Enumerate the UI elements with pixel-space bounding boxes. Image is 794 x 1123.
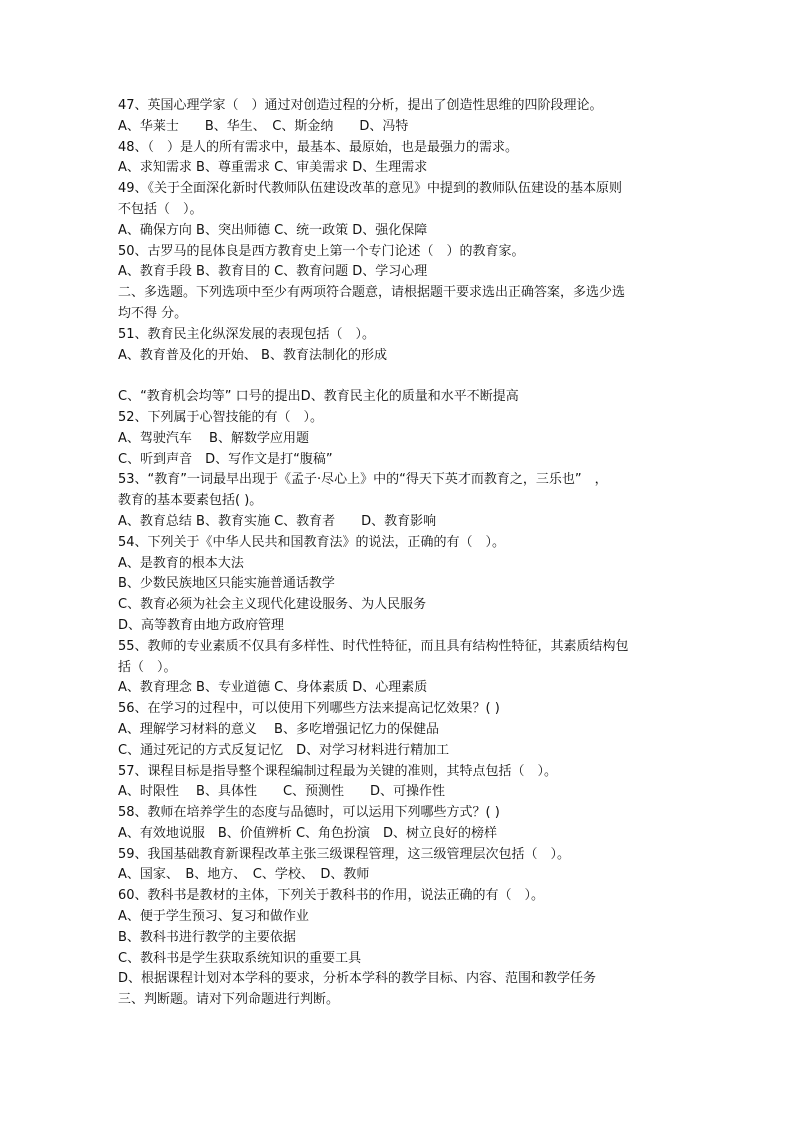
document-body [118, 96, 698, 1011]
options-51-ab: A、教育普及化的开始、 B、教育法制化的形成 [118, 347, 387, 363]
question-57: 57、课程目标是指导整个课程编制过程最为关键的准则，其特点包括（ ）。 [118, 763, 558, 779]
options-51-cd: C、“教育机会均等” 口号的提出D、教育民主化的质量和水平不断提高 [118, 389, 519, 405]
section-heading-true-false: 三、判断题。请对下列命题进行判断。 [118, 992, 340, 1008]
section-heading-multiple-choice: 二、多选题。下列选项中至少有两项符合题意，请根据题干要求选出正确答案，多选少选 [118, 285, 626, 301]
question-48: 48、（ ）是人的所有需求中，最基本、最原始，也是最强力的需求。 [118, 139, 519, 155]
options-59: A、国家、 B、地方、 C、学校、 D、教师 [118, 867, 370, 883]
options-48: A、求知需求 B、尊重需求 C、审美需求 D、生理需求 [118, 160, 428, 176]
question-53: 53、“教育”一词最早出现于《孟子·尽心上》中的“得天下英才而教育之，三乐也” ， [118, 472, 608, 488]
option-54-a: A、是教育的根本大法 [118, 555, 244, 571]
options-47: A、华莱士 B、华生、 C、斯金纳 D、冯特 [118, 118, 409, 134]
question-49: 49、《关于全面深化新时代教师队伍建设改革的意见》中提到的教师队伍建设的基本原则 [118, 181, 623, 197]
question-53-cont: 教育的基本要素包括( )。 [118, 493, 263, 509]
option-60-a: A、便于学生预习、复习和做作业 [118, 909, 309, 925]
option-54-d: D、高等教育由地方政府管理 [118, 617, 285, 633]
question-59: 59、我国基础教育新课程改革主张三级课程管理，这三级管理层次包括（ ）。 [118, 846, 571, 862]
question-49-cont: 不包括（ ）。 [118, 201, 203, 217]
options-53: A、教育总结 B、教育实施 C、教育者 D、教育影响 [118, 513, 437, 529]
option-54-b: B、少数民族地区只能实施普通话教学 [118, 576, 335, 592]
options-52-cd: C、听到声音 D、写作文是打“腹稿” [118, 451, 333, 467]
question-47: 47、英国心理学家（ ）通过对创造过程的分析，提出了创造性思维的四阶段理论。 [118, 98, 603, 113]
options-52-ab: A、驾驶汽车 B、解数学应用题 [118, 430, 309, 446]
section-heading-cont: 均不得 分。 [118, 305, 188, 321]
blank-line [118, 366, 698, 387]
options-55: A、教育理念 B、专业道德 C、身体素质 D、心理素质 [118, 680, 428, 696]
options-57: A、时限性 B、具体性 C、预测性 D、可操作性 [118, 784, 446, 800]
question-51: 51、教育民主化纵深发展的表现包括（ ）。 [118, 326, 376, 342]
question-50: 50、古罗马的昆体良是西方教育史上第一个专门论述（ ）的教育家。 [118, 243, 525, 259]
option-60-c: C、教科书是学生获取系统知识的重要工具 [118, 950, 362, 966]
option-54-c: C、教育必须为社会主义现代化建设服务、为人民服务 [118, 597, 427, 613]
options-56-ab: A、理解学习材料的意义 B、多吃增强记忆力的保健品 [118, 721, 439, 737]
question-56: 56、在学习的过程中，可以使用下列哪些方法来提高记忆效果？( ) [118, 701, 500, 717]
question-52: 52、下列属于心智技能的有（ ）。 [118, 409, 324, 425]
question-55-cont: 括（ ）。 [118, 659, 177, 675]
question-58: 58、教师在培养学生的态度与品德时，可以运用下列哪些方式？( ) [118, 805, 500, 821]
options-58: A、有效地说服 B、价值辨析 C、角色扮演 D、树立良好的榜样 [118, 825, 498, 841]
question-54: 54、下列关于《中华人民共和国教育法》的说法，正确的有（ ）。 [118, 534, 506, 550]
options-56-cd: C、通过死记的方式反复记忆 D、对学习材料进行精加工 [118, 742, 450, 758]
option-60-b: B、教科书进行教学的主要依据 [118, 929, 296, 945]
options-49: A、确保方向 B、突出师德 C、统一政策 D、强化保障 [118, 222, 428, 238]
question-55: 55、教师的专业素质不仅具有多样性、时代性特征，而且具有结构性特征，其素质结构包 [118, 638, 629, 654]
option-60-d: D、根据课程计划对本学科的要求，分析本学科的教学目标、内容、范围和教学任务 [118, 971, 597, 987]
options-50: A、教育手段 B、教育目的 C、教育问题 D、学习心理 [118, 264, 428, 280]
question-60: 60、教科书是教材的主体，下列关于教科书的作用，说法正确的有（ ）。 [118, 888, 545, 904]
